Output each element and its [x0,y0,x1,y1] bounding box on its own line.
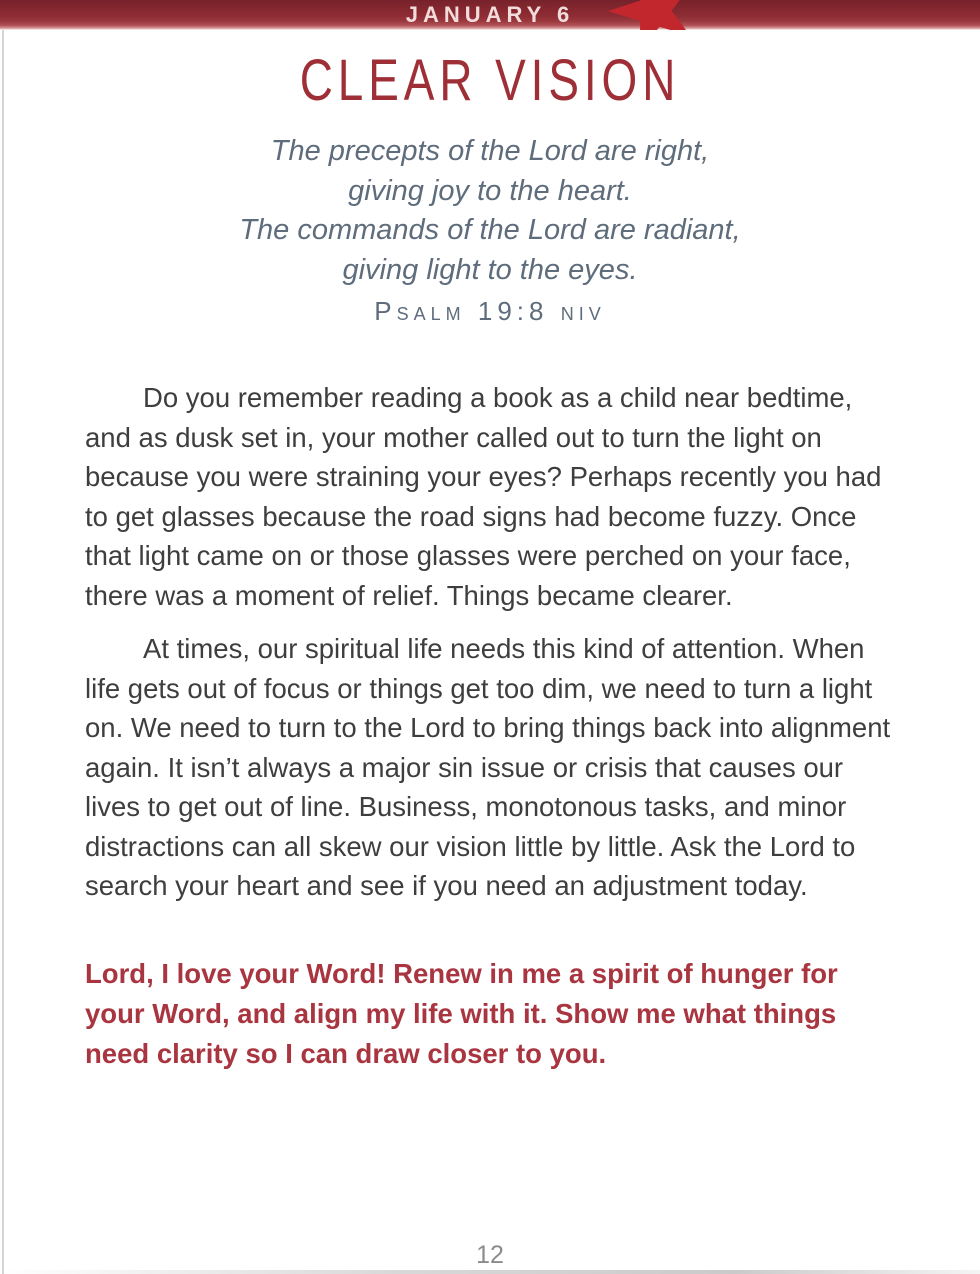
body-paragraphs [85,378,897,906]
body-paragraph: Do you remember reading a book as a child near bedtime, and as dusk set in, your mother called out to turn the light on because you were straining your eyes? Perhaps recently you had to get glasses because the road signs had become fuzzy. Once that light came on or those glasses were perched on your face, there was a moment of relief. Things became clearer. [85,382,882,611]
page-bottom-edge [0,1270,980,1274]
devotional-body [85,378,897,906]
scripture-line: The commands of the Lord are radiant, [239,214,741,246]
scripture-reference: Psalm 19:8 niv [374,296,606,326]
scripture-line: giving joy to the heart. [348,174,632,207]
scripture-lines [0,132,980,290]
scripture-line: The precepts of the Lord are right, [270,135,710,167]
scripture-quote [0,132,980,328]
date-label: JANUARY 6 [405,2,575,27]
page-number: 12 [476,1241,504,1269]
body-paragraph: At times, our spiritual life needs this kind of attention. When life gets out of focus or things get too dim, we need to turn a light on. We need to turn to the Lord to bring things back into alignment again. It isn’t always a major sin issue or crisis that causes our lives to get out of line. Business, monotonous tasks, and minor distractions can all skew our vision little by little. Ask the Lord to search your heart and see if you need an adjustment today. [85,633,891,901]
prayer-text: Lord, I love your Word! Renew in me a spirit of hunger for your Word, and align my life with it. Show me what things need clarity so I can draw closer to you. [85,957,838,1069]
star-icon [597,0,712,30]
date-banner [0,0,980,30]
page-left-edge [2,0,4,1274]
scripture-line: giving light to the eyes. [342,253,638,286]
page-title: CLEAR VISION [299,46,681,113]
